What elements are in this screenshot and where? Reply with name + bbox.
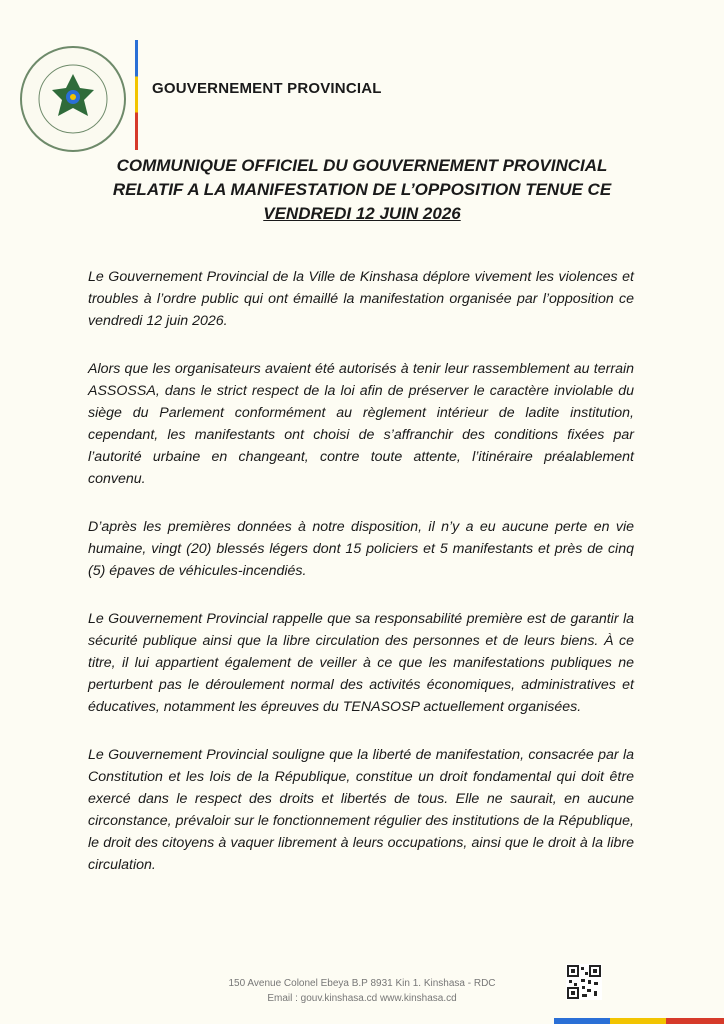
flag-color-stripes xyxy=(554,1018,724,1024)
title-line-3: VENDREDI 12 JUIN 2026 xyxy=(263,204,461,223)
flag-color-bar xyxy=(135,40,138,150)
organization-name: GOUVERNEMENT PROVINCIAL xyxy=(152,80,382,97)
qr-code-icon xyxy=(566,964,602,1000)
communique-body xyxy=(88,266,634,902)
footer-contact: Email : gouv.kinshasa.cd www.kinshasa.cd xyxy=(267,993,457,1004)
kinshasa-seal-icon xyxy=(18,44,128,154)
communique-title xyxy=(40,154,684,226)
title-line-2: RELATIF A LA MANIFESTATION DE L’OPPOSITION TENUE CE xyxy=(112,180,612,199)
footer-address: 150 Avenue Colonel Ebeya B.P 8931 Kin 1. Kinshasa - RDC xyxy=(228,978,496,989)
paragraph: Le Gouvernement Provincial souligne que la liberté de manifestation, consacrée par la Constitution et les lois de la République, constitue un droit fondamental qui doit être exercé dans le respect des droits et libertés de tous. Elle ne saurait, en aucune circonstance, prévaloir sur le fonctionnement régulier des institutions de la République, le droit des citoyens à vaquer librement à leurs occupations, ainsi que le droit à la libre circulation. xyxy=(88,747,634,873)
paragraph: Alors que les organisateurs avaient été autorisés à tenir leur rassemblement au terrain ASSOSSA, dans le strict respect de la loi afin de préserver le caractère inviolable du siège du Parlement conformément au règlement intérieur de ladite institution, cependant, les manifestants ont choisi de s’affranchir des conditions fixées par l’autorité urbaine en changeant, contre toute attente, l’itinéraire préalablement convenu. xyxy=(88,361,634,487)
paragraph: Le Gouvernement Provincial rappelle que sa responsabilité première est de garantir la sécurité publique ainsi que la libre circulation des personnes et de leurs biens. À ce titre, il lui appartient également de veiller à ce que les manifestations publiques ne perturbent pas le déroulement normal des activités économiques, administratives et éducatives, notamment les épreuves du TENASOSP actuellement organisées. xyxy=(88,611,634,715)
footer xyxy=(150,976,574,1006)
paragraph: D’après les premières données à notre disposition, il n’y a eu aucune perte en vie humaine, vingt (20) blessés légers dont 15 policiers et 5 manifestants et près de cinq (5) épaves de véhicules-incendiés. xyxy=(88,519,634,579)
title-line-1: COMMUNIQUE OFFICIEL DU GOUVERNEMENT PROVINCIAL xyxy=(116,156,608,175)
paragraph: Le Gouvernement Provincial de la Ville de Kinshasa déplore vivement les violences et troubles à l’ordre public qui ont émaillé la manifestation organisée par l’opposition ce vendredi 12 juin 2026. xyxy=(88,269,634,329)
